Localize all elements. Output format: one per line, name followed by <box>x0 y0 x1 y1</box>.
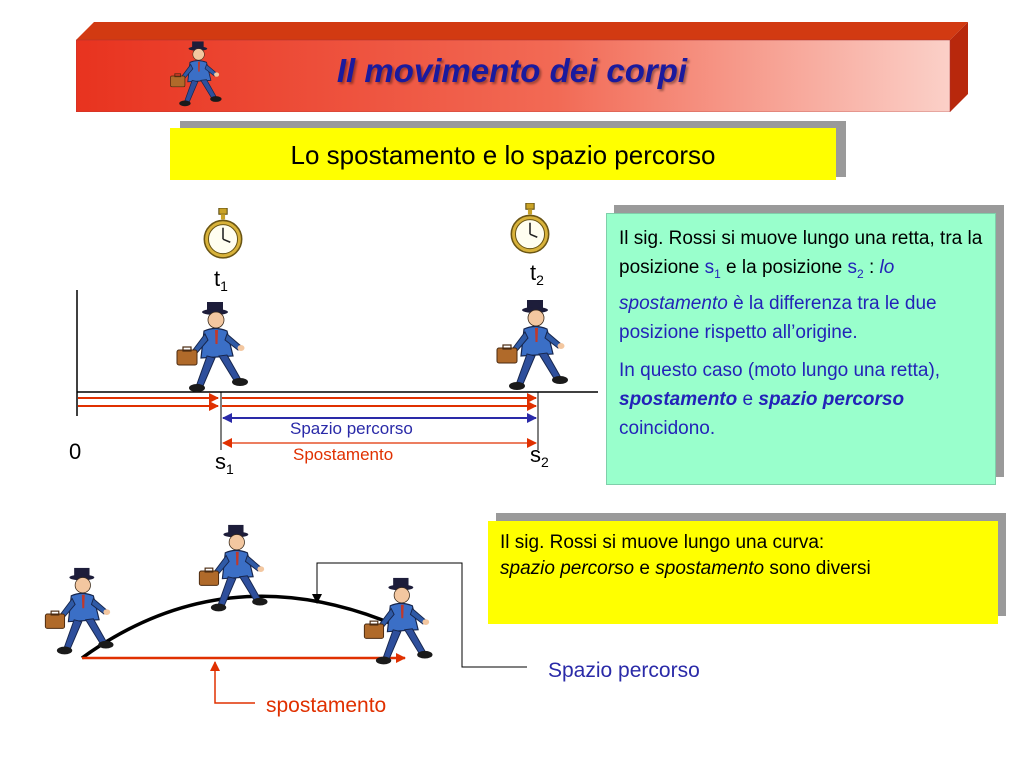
t1-label: $t_1$ <box>214 266 228 294</box>
origin-label: 0 <box>69 439 82 464</box>
stopwatch-icon <box>202 208 244 262</box>
curve-spostamento-label: spostamento <box>266 694 387 717</box>
s2-label: $s_2$ <box>530 442 549 470</box>
spostamento-pointer <box>215 662 255 703</box>
walking-man-icon <box>190 523 274 619</box>
curve-explanation <box>488 521 998 624</box>
walking-man-icon <box>355 576 439 672</box>
page-title: Il movimento dei corpi <box>336 52 688 89</box>
spazio-percorso-label: Spazio percorso <box>290 419 413 438</box>
spostamento-label: Spostamento <box>293 445 394 464</box>
stopwatch-icon <box>509 203 551 257</box>
subtitle: Lo spostamento e lo spazio percorso <box>170 128 836 180</box>
walking-man-icon <box>168 300 254 400</box>
explanation-paragraph-2: In questo caso (moto lungo una retta), spostamento e spazio percorso coincidono. <box>619 359 941 439</box>
s1-label: $s_1$ <box>215 449 234 477</box>
walking-man-icon <box>488 298 574 398</box>
explanation-paragraph-1: Il sig. Rossi si muove lungo una retta, tra la posizione $s_1$ e la posizione $s_2$ : lo spostamento è la differenza tra le due posizione rispetto all’origine. <box>619 228 983 343</box>
walking-man-icon <box>36 566 120 662</box>
curve-explanation-text: Il sig. Rossi si muove lungo una curva: spazio percorso e spostamento sono diversi <box>500 532 871 579</box>
curve-spazio-percorso-label: Spazio percorso <box>548 659 700 682</box>
t2-label: $t_2$ <box>530 260 544 288</box>
straight-line-explanation <box>606 213 996 485</box>
